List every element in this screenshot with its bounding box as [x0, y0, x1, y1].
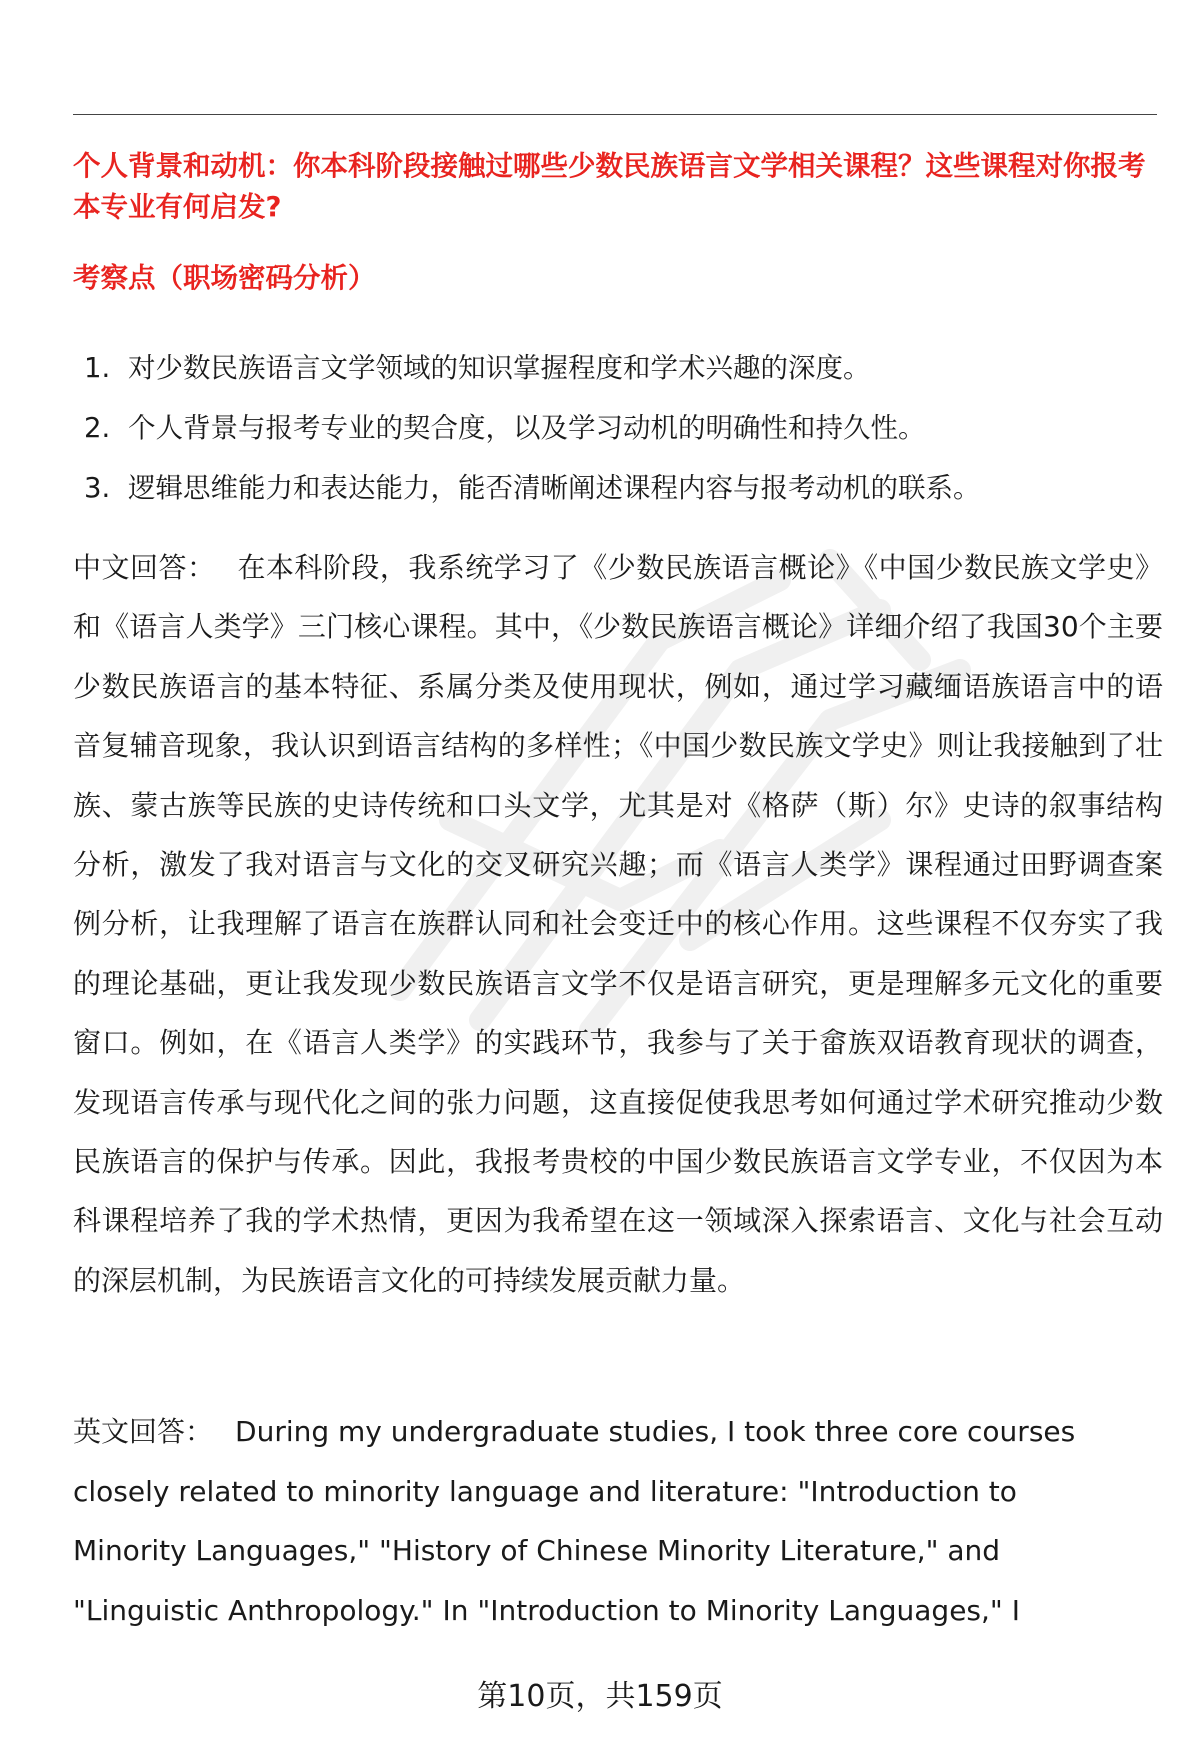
list-item-number: 2. — [84, 412, 111, 444]
list-item-number: 1. — [84, 352, 111, 384]
assessment-points-list — [84, 338, 1164, 518]
page-number-footer: 第10页，共159页 — [477, 1679, 723, 1714]
list-item — [84, 338, 1164, 398]
list-item-text: 对少数民族语言文学领域的知识掌握程度和学术兴趣的深度。 — [128, 352, 871, 384]
chinese-answer-label: 中文回答： — [73, 551, 216, 584]
list-item-number: 3. — [84, 472, 111, 504]
header-divider — [73, 114, 1157, 115]
chinese-answer-paragraph — [73, 538, 1163, 1310]
english-answer-text: During my undergraduate studies, I took three core courses closely related to minority language and literature: "Introduction to Minority Languages," "History of Chinese Minority Literature," and "Linguistic Anthropology." In "Introduction to Minority Languages," I — [73, 1415, 1076, 1627]
english-answer-paragraph — [73, 1402, 1093, 1640]
list-item-text: 逻辑思维能力和表达能力，能否清晰阐述课程内容与报考动机的联系。 — [128, 472, 981, 504]
list-item-text: 个人背景与报考专业的契合度，以及学习动机的明确性和持久性。 — [128, 412, 926, 444]
chinese-answer-text: 在本科阶段，我系统学习了《少数民族语言概论》《中国少数民族文学史》和《语言人类学》三门核心课程。其中，《少数民族语言概论》详细介绍了我国30个主要少数民族语言的基本特征、系属分类及使用现状，例如，通过学习藏缅语族语言中的语音复辅音现象，我认识到语言结构的多样性；《中国少数民族文学史》则让我接触到了壮族、蒙古族等民族的史诗传统和口头文学，尤其是对《格萨（斯）尔》史诗的叙事结构分析，激发了我对语言与文化的交叉研究兴趣；而《语言人类学》课程通过田野调查案例分析，让我理解了语言在族群认同和社会变迁中的核心作用。这些课程不仅夯实了我的理论基础，更让我发现少数民族语言文学不仅是语言研究，更是理解多元文化的重要窗口。例如，在《语言人类学》的实践环节，我参与了关于畲族双语教育现状的调查，发现语言传承与现代化之间的张力问题，这直接促使我思考如何通过学术研究推动少数民族语言的保护与传承。因此，我报考贵校的中国少数民族语言文学专业，不仅因为本科课程培养了我的学术热情，更因为我希望在这一领域深入探索语言、文化与社会互动的深层机制，为民族语言文化的可持续发展贡献力量。 — [73, 551, 1163, 1297]
list-item — [84, 398, 1164, 458]
question-title: 个人背景和动机：你本科阶段接触过哪些少数民族语言文学相关课程？这些课程对你报考本专业有何启发? — [73, 150, 1146, 223]
assessment-heading: 考察点（职场密码分析） — [73, 262, 376, 294]
list-item — [84, 458, 1164, 518]
english-answer-label: 英文回答： — [73, 1415, 214, 1448]
